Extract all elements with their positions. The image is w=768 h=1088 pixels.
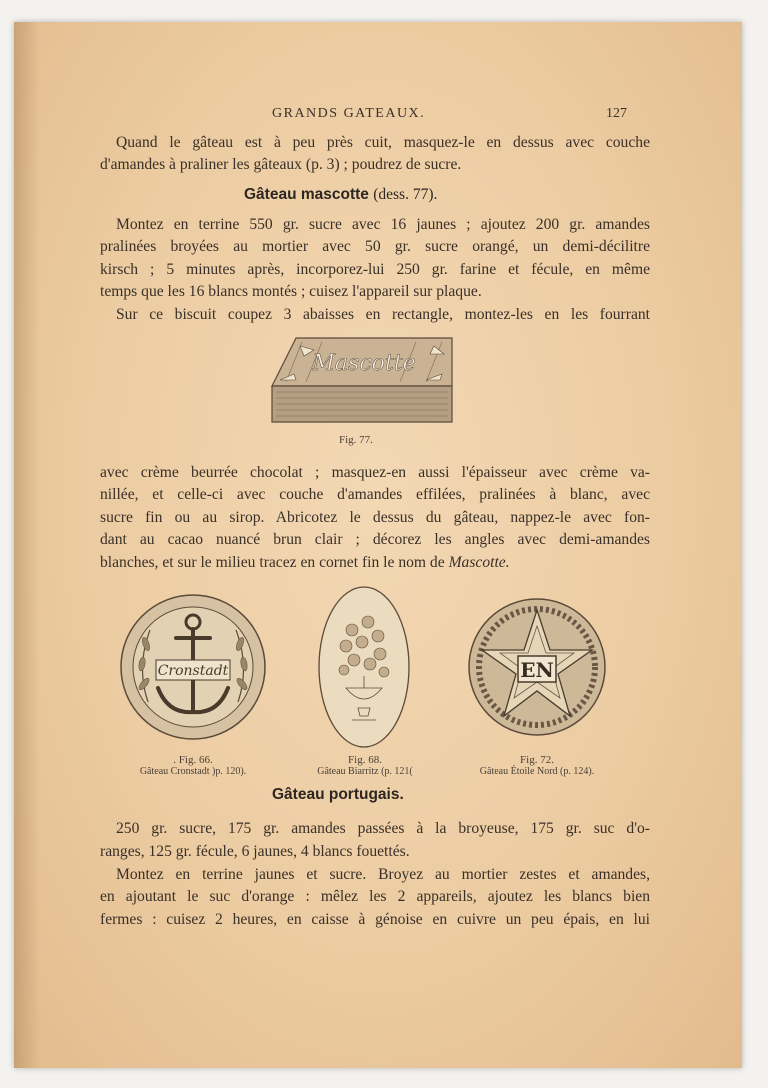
section-heading-portugais: Gâteau portugais.: [272, 786, 404, 803]
etoile-inscription: EN: [520, 658, 554, 682]
figure-66-caption: . Fig. 66. Gâteau Cronstadt )p. 120).: [139, 754, 247, 777]
book-page: [14, 22, 742, 1068]
figure-77-caption: Fig. 77.: [339, 434, 373, 446]
page-number: 127: [606, 106, 627, 121]
mascotte-cake-illustration: [266, 332, 458, 426]
text-line: Montez en terrine jaunes et sucre. Broyez au mortier zestes et amandes,: [116, 866, 650, 883]
section-title: Gâteau mascotte: [244, 186, 369, 203]
text-line: avec crème beurrée chocolat ; masquez-en aussi l'épaisseur avec crème va-: [100, 464, 650, 481]
text-line: Sur ce biscuit coupez 3 abaisses en rectangle, montez-les en les fourrant: [116, 306, 650, 323]
text-line: Montez en terrine 550 gr. sucre avec 16 jaunes ; ajoutez 200 gr. amandes: [116, 216, 650, 233]
text-line: nillée, et celle-ci avec couche d'amandes effilées, pralinées à blanc, avec: [100, 486, 650, 503]
running-head-title: GRANDS GATEAUX.: [272, 106, 426, 121]
emphasized-name: Mascotte.: [448, 554, 510, 571]
section-ref: (dess. 77).: [373, 186, 438, 203]
intro-line-1: Quand le gâteau est à peu près cuit, masquez-le en dessus avec couche: [116, 134, 650, 151]
cronstadt-cake-illustration: [118, 592, 268, 742]
etoile-nord-cake-illustration: [466, 596, 608, 738]
text-line: kirsch ; 5 minutes après, incorporez-lui 250 gr. farine et fécule, en même: [100, 261, 650, 278]
text-line: pralinées broyées au mortier avec 50 gr. sucre orangé, un demi-décilitre: [100, 238, 650, 255]
cronstadt-inscription: Cronstadt: [157, 663, 229, 679]
cake-inscription: Mascotte: [312, 351, 416, 376]
text-line: en ajoutant le suc d'orange : mêlez les 2 appareils, ajoutez les blancs bien: [100, 888, 650, 905]
text-line: temps que les 16 blancs montés ; cuisez l'appareil sur plaque.: [100, 283, 482, 300]
biarritz-cake-illustration: [316, 584, 412, 750]
intro-line-2: d'amandes à praliner les gâteaux (p. 3) ; poudrez de sucre.: [100, 156, 462, 173]
text-line: sucre fin ou au sirop. Abricotez le dessus du gâteau, nappez-le avec fon-: [100, 509, 650, 526]
text-line: fermes : cuisez 2 heures, en caisse à génoise en cuivre un peu épais, en lui: [100, 911, 650, 928]
section-heading-mascotte: [244, 186, 437, 204]
figure-68-caption: Fig. 68. Gâteau Biarritz (p. 121(: [317, 754, 413, 777]
text-line-last: blanches, et sur le milieu tracez en cornet fin le nom de Mascotte.: [100, 554, 510, 571]
text-line: dant au cacao nuancé brun clair ; décorez les angles avec demi-amandes: [100, 531, 650, 548]
text-line: 250 gr. sucre, 175 gr. amandes passées à la broyeuse, 175 gr. suc d'o-: [116, 820, 650, 837]
text-line: ranges, 125 gr. fécule, 6 jaunes, 4 blancs fouettés.: [100, 843, 410, 860]
figure-72-caption: Fig. 72. Gâteau Étoile Nord (p. 124).: [479, 754, 595, 777]
